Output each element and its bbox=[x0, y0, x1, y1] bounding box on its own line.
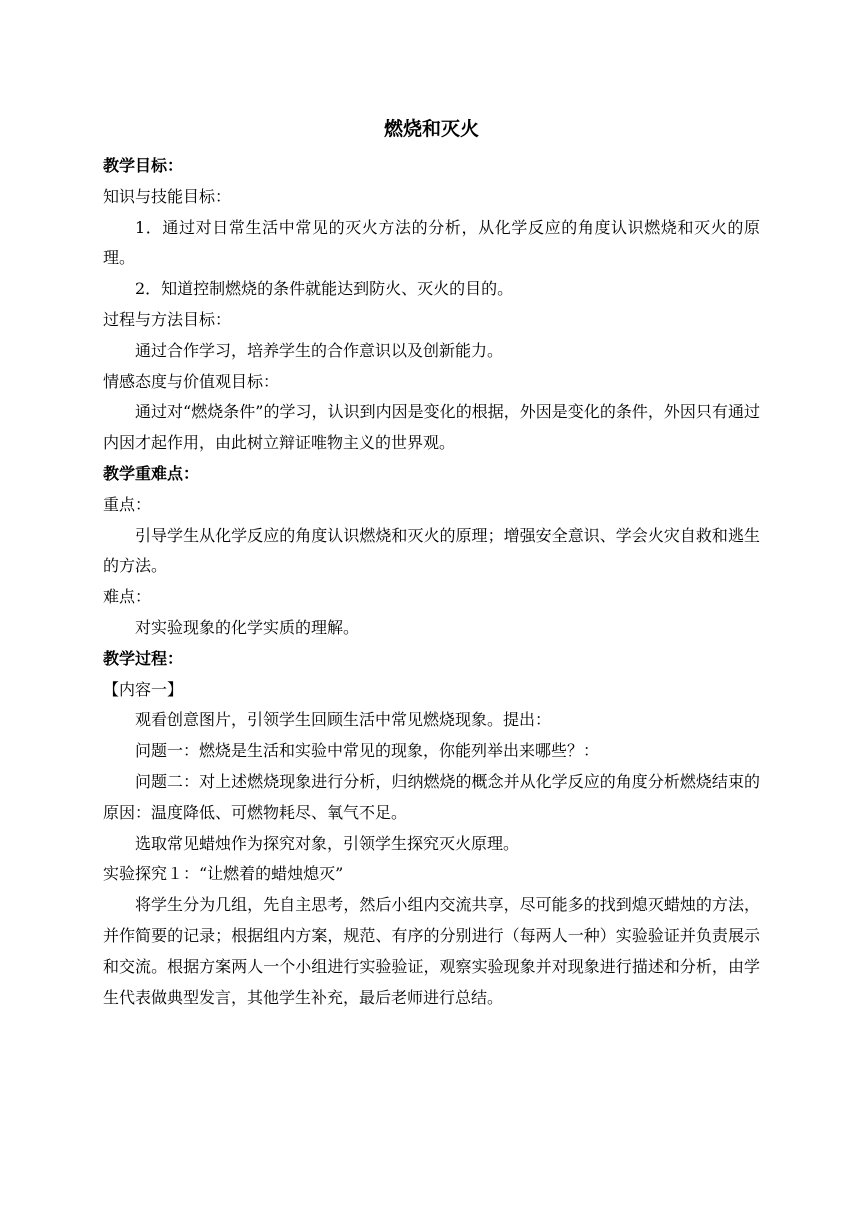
difficult-heading: 难点： bbox=[103, 587, 152, 607]
objectives-heading: 教学目标： bbox=[103, 156, 184, 175]
content1-paragraph-2: 选取常见蜡烛作为探究对象，引领学生探究灭火原理。 bbox=[135, 833, 520, 853]
content1-question-2: 问题二：对上述燃烧现象进行分析，归纳燃烧的概念并从化学反应的角度分析燃烧结束的原因：温度降低、可燃物耗尽、氧气不足。 bbox=[103, 771, 760, 822]
content1-question-1: 问题一：燃烧是生活和实验中常见的现象，你能列举出来哪些？： bbox=[135, 741, 600, 761]
teaching-process-heading: 教学过程： bbox=[103, 648, 184, 668]
document-title: 燃烧和灭火 bbox=[383, 118, 479, 140]
document-body bbox=[103, 112, 760, 1013]
difficult-text: 对实验现象的化学实质的理解。 bbox=[135, 617, 360, 637]
process-text: 通过合作学习，培养学生的合作意识以及创新能力。 bbox=[135, 340, 504, 360]
emotion-text: 通过对“燃烧条件”的学习，认识到内因是变化的根据，外因是变化的条件，外因只有通过内因才起作用，由此树立辩证唯物主义的世界观。 bbox=[103, 402, 760, 453]
knowledge-heading: 知识与技能目标： bbox=[103, 186, 232, 206]
experiment1-text: 将学生分为几组，先自主思考，然后小组内交流共享，尽可能多的找到熄灭蜡烛的方法，并作简要的记录；根据组内方案，规范、有序的分别进行（每两人一种）实验验证并负责展示和交流。根据方案两人一个小组进行实验验证，观察实验现象并对现象进行描述和分析，由学生代表做典型发言，其他学生补充，最后老师进行总结。 bbox=[103, 895, 760, 1007]
emotion-heading: 情感态度与价值观目标： bbox=[103, 371, 280, 391]
key-heading: 重点： bbox=[103, 494, 152, 514]
knowledge-item-2: 2．知道控制燃烧的条件就能达到防火、灭火的目的。 bbox=[135, 279, 514, 299]
key-difficult-heading: 教学重难点： bbox=[103, 463, 200, 483]
content1-heading: 【内容一】 bbox=[103, 679, 184, 699]
process-heading: 过程与方法目标： bbox=[103, 309, 232, 329]
key-text: 引导学生从化学反应的角度认识燃烧和灭火的原理；增强安全意识、学会火灾自救和逃生的方法。 bbox=[103, 525, 760, 576]
experiment1-heading: 实验探究１：“让燃着的蜡烛熄灭” bbox=[103, 864, 344, 884]
knowledge-item-1: 1．通过对日常生活中常见的灭火方法的分析，从化学反应的角度认识燃烧和灭火的原理。 bbox=[103, 217, 760, 268]
content1-paragraph-1: 观看创意图片，引领学生回顾生活中常见燃烧现象。提出： bbox=[135, 710, 552, 730]
